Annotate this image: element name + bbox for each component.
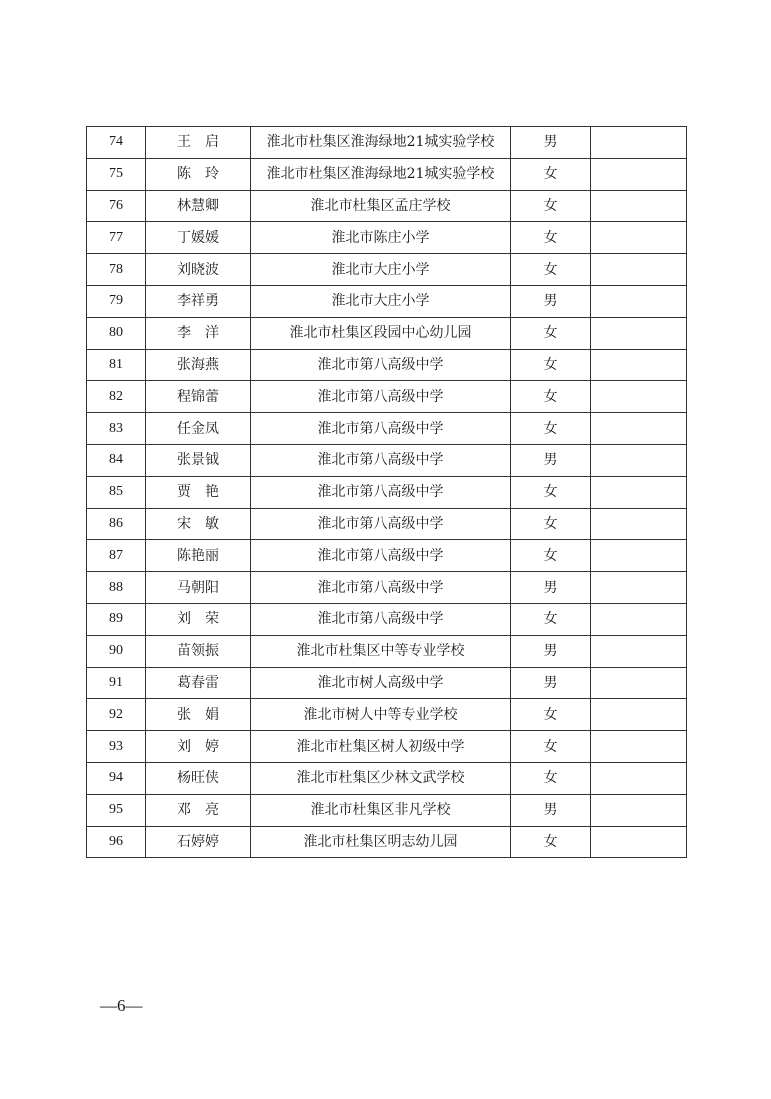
- cell-name: 杨旺侠: [146, 762, 251, 794]
- cell-school: 淮北市第八高级中学: [251, 572, 511, 604]
- cell-school: 淮北市杜集区淮海绿地21城实验学校: [251, 158, 511, 190]
- cell-note: [591, 603, 687, 635]
- cell-gender: 男: [511, 127, 591, 159]
- cell-note: [591, 699, 687, 731]
- cell-gender: 男: [511, 285, 591, 317]
- cell-name: 程锦蕾: [146, 381, 251, 413]
- cell-name: 林慧卿: [146, 190, 251, 222]
- cell-note: [591, 254, 687, 286]
- cell-school: 淮北市第八高级中学: [251, 603, 511, 635]
- table-row: [87, 413, 687, 445]
- table-row: [87, 572, 687, 604]
- cell-gender: 男: [511, 444, 591, 476]
- cell-number: 74: [87, 127, 146, 159]
- table-row: [87, 794, 687, 826]
- table-row: [87, 731, 687, 763]
- cell-number: 83: [87, 413, 146, 445]
- cell-gender: 女: [511, 222, 591, 254]
- cell-number: 78: [87, 254, 146, 286]
- cell-name: 邓 亮: [146, 794, 251, 826]
- table-row: [87, 254, 687, 286]
- cell-number: 81: [87, 349, 146, 381]
- cell-note: [591, 794, 687, 826]
- cell-name: 王 启: [146, 127, 251, 159]
- cell-note: [591, 540, 687, 572]
- cell-name: 李祥勇: [146, 285, 251, 317]
- roster-table-body: [87, 127, 687, 858]
- cell-school: 淮北市杜集区非凡学校: [251, 794, 511, 826]
- cell-gender: 女: [511, 603, 591, 635]
- cell-note: [591, 158, 687, 190]
- cell-number: 84: [87, 444, 146, 476]
- cell-name: 刘 荣: [146, 603, 251, 635]
- cell-note: [591, 667, 687, 699]
- table-row: [87, 826, 687, 858]
- cell-name: 宋 敏: [146, 508, 251, 540]
- cell-number: 77: [87, 222, 146, 254]
- cell-note: [591, 381, 687, 413]
- cell-gender: 女: [511, 158, 591, 190]
- cell-gender: 女: [511, 349, 591, 381]
- cell-school: 淮北市树人中等专业学校: [251, 699, 511, 731]
- cell-gender: 女: [511, 540, 591, 572]
- cell-note: [591, 635, 687, 667]
- cell-note: [591, 731, 687, 763]
- cell-note: [591, 127, 687, 159]
- cell-school: 淮北市第八高级中学: [251, 508, 511, 540]
- cell-name: 苗领振: [146, 635, 251, 667]
- cell-school: 淮北市陈庄小学: [251, 222, 511, 254]
- cell-note: [591, 476, 687, 508]
- table-row: [87, 667, 687, 699]
- cell-name: 刘晓波: [146, 254, 251, 286]
- cell-number: 82: [87, 381, 146, 413]
- cell-note: [591, 413, 687, 445]
- cell-note: [591, 285, 687, 317]
- cell-gender: 女: [511, 508, 591, 540]
- table-row: [87, 635, 687, 667]
- cell-number: 90: [87, 635, 146, 667]
- table-row: [87, 317, 687, 349]
- cell-number: 89: [87, 603, 146, 635]
- cell-note: [591, 762, 687, 794]
- cell-number: 76: [87, 190, 146, 222]
- table-row: [87, 158, 687, 190]
- cell-number: 96: [87, 826, 146, 858]
- table-row: [87, 476, 687, 508]
- cell-gender: 女: [511, 190, 591, 222]
- cell-name: 刘 婷: [146, 731, 251, 763]
- roster-table: [86, 126, 687, 858]
- cell-name: 任金凤: [146, 413, 251, 445]
- cell-number: 88: [87, 572, 146, 604]
- table-row: [87, 127, 687, 159]
- cell-name: 陈 玲: [146, 158, 251, 190]
- cell-school: 淮北市杜集区少林文武学校: [251, 762, 511, 794]
- cell-number: 75: [87, 158, 146, 190]
- cell-gender: 女: [511, 826, 591, 858]
- table-row: [87, 190, 687, 222]
- cell-name: 丁媛媛: [146, 222, 251, 254]
- cell-name: 张 娟: [146, 699, 251, 731]
- cell-name: 马朝阳: [146, 572, 251, 604]
- cell-number: 87: [87, 540, 146, 572]
- cell-gender: 男: [511, 667, 591, 699]
- cell-name: 贾 艳: [146, 476, 251, 508]
- cell-gender: 女: [511, 413, 591, 445]
- cell-school: 淮北市大庄小学: [251, 285, 511, 317]
- cell-note: [591, 349, 687, 381]
- cell-gender: 女: [511, 317, 591, 349]
- cell-school: 淮北市第八高级中学: [251, 413, 511, 445]
- cell-school: 淮北市第八高级中学: [251, 381, 511, 413]
- cell-school: 淮北市第八高级中学: [251, 444, 511, 476]
- cell-school: 淮北市大庄小学: [251, 254, 511, 286]
- cell-school: 淮北市杜集区中等专业学校: [251, 635, 511, 667]
- cell-note: [591, 572, 687, 604]
- cell-number: 85: [87, 476, 146, 508]
- table-row: [87, 603, 687, 635]
- cell-gender: 女: [511, 762, 591, 794]
- cell-gender: 女: [511, 699, 591, 731]
- cell-school: 淮北市杜集区树人初级中学: [251, 731, 511, 763]
- cell-number: 91: [87, 667, 146, 699]
- table-row: [87, 285, 687, 317]
- cell-school: 淮北市杜集区明志幼儿园: [251, 826, 511, 858]
- cell-school: 淮北市第八高级中学: [251, 476, 511, 508]
- table-row: [87, 381, 687, 413]
- cell-gender: 男: [511, 794, 591, 826]
- cell-school: 淮北市第八高级中学: [251, 349, 511, 381]
- cell-name: 张海燕: [146, 349, 251, 381]
- table-row: [87, 444, 687, 476]
- cell-name: 陈艳丽: [146, 540, 251, 572]
- cell-name: 李 洋: [146, 317, 251, 349]
- cell-number: 79: [87, 285, 146, 317]
- table-row: [87, 349, 687, 381]
- cell-note: [591, 190, 687, 222]
- table-row: [87, 699, 687, 731]
- table-row: [87, 222, 687, 254]
- cell-gender: 男: [511, 635, 591, 667]
- cell-number: 86: [87, 508, 146, 540]
- cell-note: [591, 508, 687, 540]
- table-row: [87, 508, 687, 540]
- cell-number: 95: [87, 794, 146, 826]
- cell-school: 淮北市树人高级中学: [251, 667, 511, 699]
- cell-school: 淮北市杜集区淮海绿地21城实验学校: [251, 127, 511, 159]
- cell-name: 石婷婷: [146, 826, 251, 858]
- cell-gender: 女: [511, 476, 591, 508]
- cell-gender: 男: [511, 572, 591, 604]
- cell-note: [591, 826, 687, 858]
- cell-number: 80: [87, 317, 146, 349]
- cell-note: [591, 222, 687, 254]
- cell-school: 淮北市杜集区段园中心幼儿园: [251, 317, 511, 349]
- cell-number: 94: [87, 762, 146, 794]
- cell-number: 93: [87, 731, 146, 763]
- cell-gender: 女: [511, 381, 591, 413]
- cell-note: [591, 317, 687, 349]
- cell-name: 葛春雷: [146, 667, 251, 699]
- cell-number: 92: [87, 699, 146, 731]
- cell-gender: 女: [511, 731, 591, 763]
- page-number: —6—: [100, 996, 143, 1015]
- table-row: [87, 540, 687, 572]
- cell-school: 淮北市杜集区孟庄学校: [251, 190, 511, 222]
- cell-note: [591, 444, 687, 476]
- cell-name: 张景钺: [146, 444, 251, 476]
- cell-gender: 女: [511, 254, 591, 286]
- cell-school: 淮北市第八高级中学: [251, 540, 511, 572]
- table-row: [87, 762, 687, 794]
